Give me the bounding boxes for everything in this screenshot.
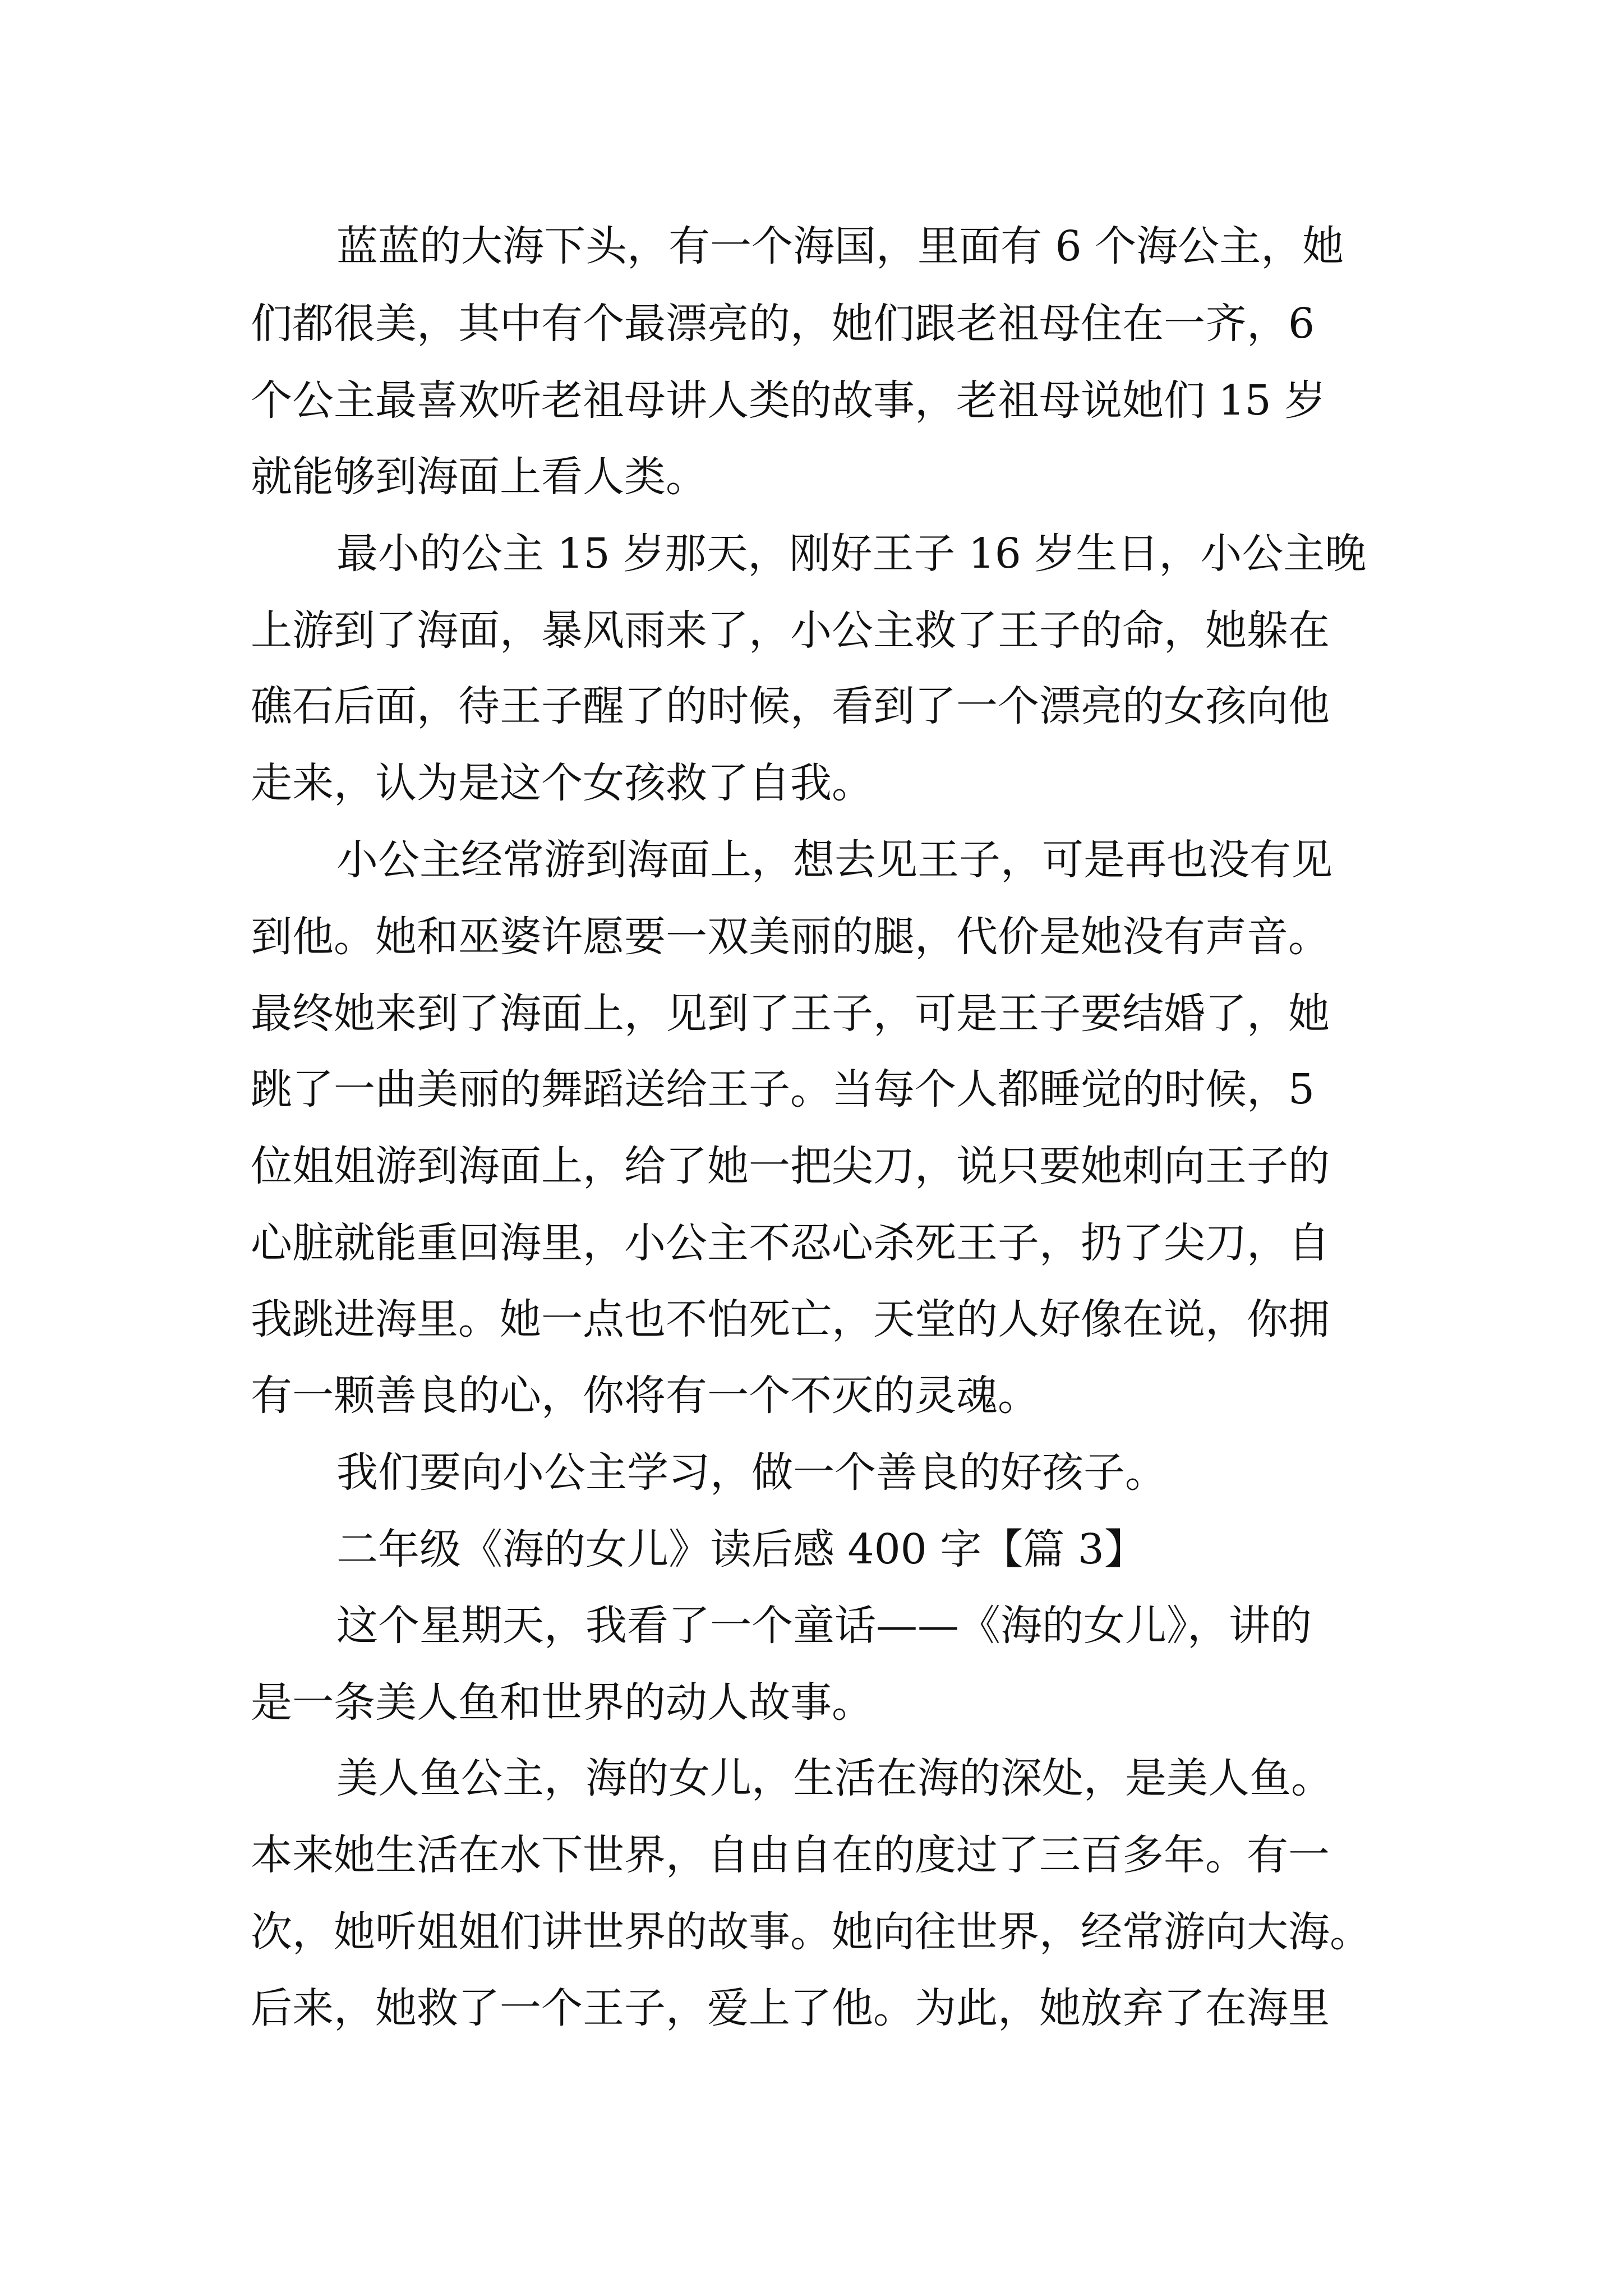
text-line-22: 本来她生活在水下世界，自由自在的度过了三百多年。有一 xyxy=(251,1831,1330,1879)
text-line-6: 上游到了海面，暴风雨来了，小公主救了王子的命，她躲在 xyxy=(251,606,1330,655)
section-heading: 二年级《海的女儿》读后感 400 字【篇 3】 xyxy=(336,1525,1146,1573)
text-line-4: 就能够到海面上看人类。 xyxy=(251,453,707,501)
text-line-5: 最小的公主 15 岁那天，刚好王子 16 岁生日，小公主晚 xyxy=(336,530,1367,578)
text-line-1: 蓝蓝的大海下头，有一个海国，里面有 6 个海公主，她 xyxy=(336,222,1344,270)
text-line-20: 是一条美人鱼和世界的动人故事。 xyxy=(251,1678,873,1727)
text-line-16: 有一颗善良的心，你将有一个不灭的灵魂。 xyxy=(251,1372,1039,1420)
text-line-3: 个公主最喜欢听老祖母讲人类的故事，老祖母说她们 15 岁 xyxy=(251,376,1326,425)
text-line-9: 小公主经常游到海面上，想去见王子，可是再也没有见 xyxy=(336,836,1332,884)
text-line-8: 走来，认为是这个女孩救了自我。 xyxy=(251,759,873,807)
text-line-12: 跳了一曲美丽的舞蹈送给王子。当每个人都睡觉的时候，5 xyxy=(251,1065,1315,1114)
text-line-17: 我们要向小公主学习，做一个善良的好孩子。 xyxy=(336,1448,1166,1497)
text-line-23: 次，她听姐姐们讲世界的故事。她向往世界，经常游向大海。 xyxy=(251,1908,1371,1956)
text-line-19: 这个星期天，我看了一个童话——《海的女儿》，讲的 xyxy=(336,1602,1312,1650)
text-line-13: 位姐姐游到海面上，给了她一把尖刀，说只要她刺向王子的 xyxy=(251,1142,1330,1190)
text-line-24: 后来，她救了一个王子，爱上了他。为此，她放弃了在海里 xyxy=(251,1984,1330,2032)
text-line-10: 到他。她和巫婆许愿要一双美丽的腿，代价是她没有声音。 xyxy=(251,913,1330,961)
text-line-7: 礁石后面，待王子醒了的时候，看到了一个漂亮的女孩向他 xyxy=(251,682,1330,730)
text-line-2: 们都很美，其中有个最漂亮的，她们跟老祖母住在一齐，6 xyxy=(251,300,1315,348)
text-line-11: 最终她来到了海面上，见到了王子，可是王子要结婚了，她 xyxy=(251,990,1330,1038)
text-line-15: 我跳进海里。她一点也不怕死亡，天堂的人好像在说，你拥 xyxy=(251,1295,1330,1343)
text-line-21: 美人鱼公主，海的女儿，生活在海的深处，是美人鱼。 xyxy=(336,1754,1332,1802)
text-line-14: 心脏就能重回海里，小公主不忍心杀死王子，扔了尖刀，自 xyxy=(251,1219,1330,1267)
